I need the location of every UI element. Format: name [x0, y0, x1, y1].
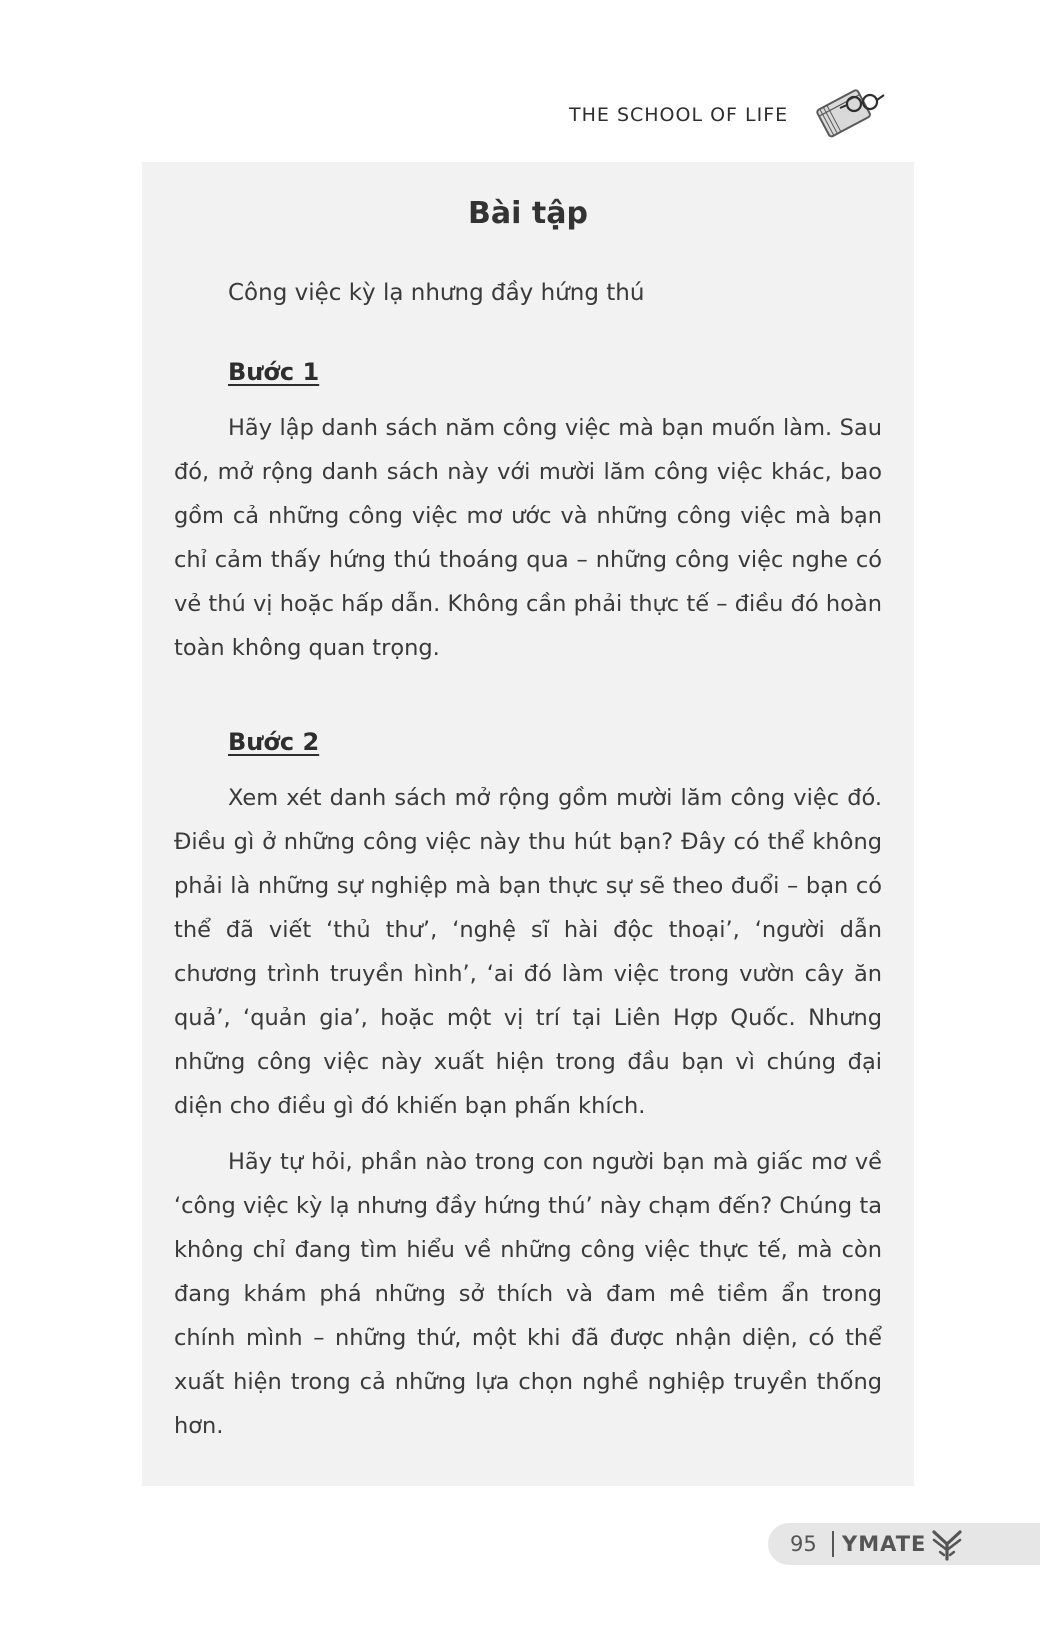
page-number: 95 [790, 1532, 817, 1556]
step-2-paragraph-2: Hãy tự hỏi, phần nào trong con người bạn mà giấc mơ về ‘công việc kỳ lạ nhưng đầy hứng thú’ này chạm đến? Chúng ta không chỉ đang tìm hiểu về những công việc thực tế, mà còn đang khám phá những sở thích và đam mê tiềm ẩn trong chính mình – những thứ, một khi đã được nhận diện, có thể xuất hiện trong cả những lựa chọn nghề nghiệp truyền thống hơn. [174, 1149, 882, 1439]
footer-divider [832, 1531, 834, 1557]
book-series-title: THE SCHOOL OF LIFE [569, 104, 789, 126]
step-2-heading: Bước 2 [228, 728, 320, 756]
publisher-brand: YMATE [842, 1532, 927, 1556]
exercise-box [142, 162, 914, 1486]
running-header [560, 86, 890, 142]
step-2-paragraph-1: Xem xét danh sách mở rộng gồm mười lăm công việc đó. Điều gì ở những công việc này thu hút bạn? Đây có thể không phải là những sự nghiệp mà bạn thực sự sẽ theo đuổi – bạn có thể đã viết ‘thủ thư’, ‘nghệ sĩ hài độc thoại’, ‘người dẫn chương trình truyền hình’, ‘ai đó làm việc trong vườn cây ăn quả’, ‘quản gia’, hoặc một vị trí tại Liên Hợp Quốc. Nhưng những công việc này xuất hiện trong đầu bạn vì chúng đại diện cho điều gì đó khiến bạn phấn khích. [174, 785, 882, 1119]
ymate-logo-icon [930, 1528, 964, 1562]
notebook-with-glasses-icon [808, 86, 886, 138]
page-footer [768, 1523, 1040, 1565]
step-1-paragraph: Hãy lập danh sách năm công việc mà bạn muốn làm. Sau đó, mở rộng danh sách này với mười lăm công việc khác, bao gồm cả những công việc mơ ước và những công việc mà bạn chỉ cảm thấy hứng thú thoáng qua – những công việc nghe có vẻ thú vị hoặc hấp dẫn. Không cần phải thực tế – điều đó hoàn toàn không quan trọng. [174, 415, 882, 661]
step-1-heading: Bước 1 [228, 358, 320, 386]
exercise-subtitle: Công việc kỳ lạ nhưng đầy hứng thú [228, 280, 645, 306]
exercise-title: Bài tập [468, 196, 588, 231]
